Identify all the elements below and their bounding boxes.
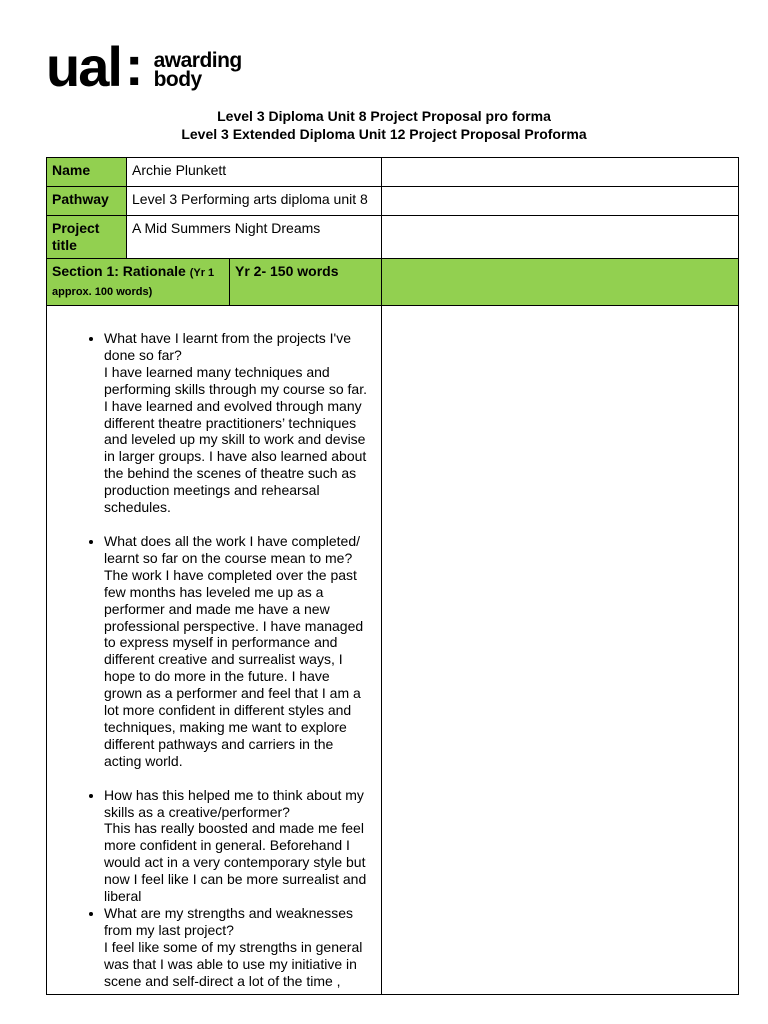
- list-item: [104, 787, 370, 905]
- rationale-extra-cell[interactable]: [382, 306, 739, 995]
- logo-text-line2: body: [153, 68, 202, 91]
- section1-header-row: [47, 259, 739, 306]
- rationale-response-cell[interactable]: [47, 306, 382, 995]
- project-title-value[interactable]: A Mid Summers Night Dreams: [127, 216, 382, 259]
- rationale-question-list: [58, 330, 370, 990]
- document-titles: [0, 107, 768, 143]
- ual-awarding-body-logo: [46, 34, 242, 98]
- project-title-extra-cell[interactable]: [382, 216, 739, 259]
- proposal-form-table: [46, 157, 739, 995]
- pathway-label: Pathway: [47, 187, 127, 216]
- logo-mark: ual: [46, 35, 121, 98]
- project-title-row: [47, 216, 739, 259]
- list-item: [104, 905, 370, 990]
- list-item: [104, 533, 370, 770]
- section1-yr2-cell: [230, 259, 382, 306]
- section1-body-row: [47, 306, 739, 995]
- section1-yr2: Yr 2- 150 words: [235, 263, 339, 279]
- logo-colon: :: [124, 34, 144, 97]
- question-text: What does all the work I have completed/ learnt so far on the course mean to me?: [104, 532, 361, 566]
- logo-text: [154, 51, 242, 89]
- logo-text-line1: awarding: [153, 49, 242, 72]
- name-label: Name: [47, 158, 127, 187]
- section1-title-cell: [47, 259, 230, 306]
- project-title-label: Project title: [47, 216, 127, 259]
- pathway-row: [47, 187, 739, 216]
- section1-yr1-note: (Yr 1 approx. 100 words): [52, 267, 215, 298]
- name-value[interactable]: Archie Plunkett: [127, 158, 382, 187]
- list-item: [104, 330, 370, 516]
- question-text: How has this helped me to think about my skills as a creative/performer?: [104, 786, 364, 820]
- pathway-extra-cell[interactable]: [382, 187, 739, 216]
- name-extra-cell[interactable]: [382, 158, 739, 187]
- question-text: What have I learnt from the projects I've done so far?: [104, 330, 352, 363]
- pathway-value[interactable]: Level 3 Performing arts diploma unit 8: [127, 187, 382, 216]
- answer-text: I feel like some of my strengths in general was that I was able to use my initiative in scene and self-direct a lot of the time ,: [104, 938, 363, 989]
- answer-text: The work I have completed over the past few months has leveled me up as a performer and made me have a new professional perspective. I have managed to express myself in performance and different creative and surrealist ways, I hope to do more in the future. I have grown as a performer and feel that I am a lot more confident in different styles and techniques, making me want to explore different pathways and carriers in the acting world.: [104, 566, 364, 769]
- section1-title: Section 1: Rationale: [52, 263, 186, 279]
- answer-text: I have learned many techniques and performing skills through my course so far. I have learned and evolved through many different theatre practitioners’ techniques and leveled up my skill to work and devise in larger groups. I have also learned about the behind the scenes of theatre such as production meetings and rehearsal schedules.: [104, 363, 367, 516]
- document-title-line2: Level 3 Extended Diploma Unit 12 Project Proposal Proforma: [181, 126, 587, 142]
- document-title-line1: Level 3 Diploma Unit 8 Project Proposal pro forma: [217, 108, 551, 124]
- answer-text: This has really boosted and made me feel more confident in general. Beforehand I would act in a very contemporary style but now I feel like I can be more surrealist and liberal: [104, 820, 367, 905]
- name-row: [47, 158, 739, 187]
- section1-extra-cell: [382, 259, 739, 306]
- question-text: What are my strengths and weaknesses from my last project?: [104, 905, 354, 938]
